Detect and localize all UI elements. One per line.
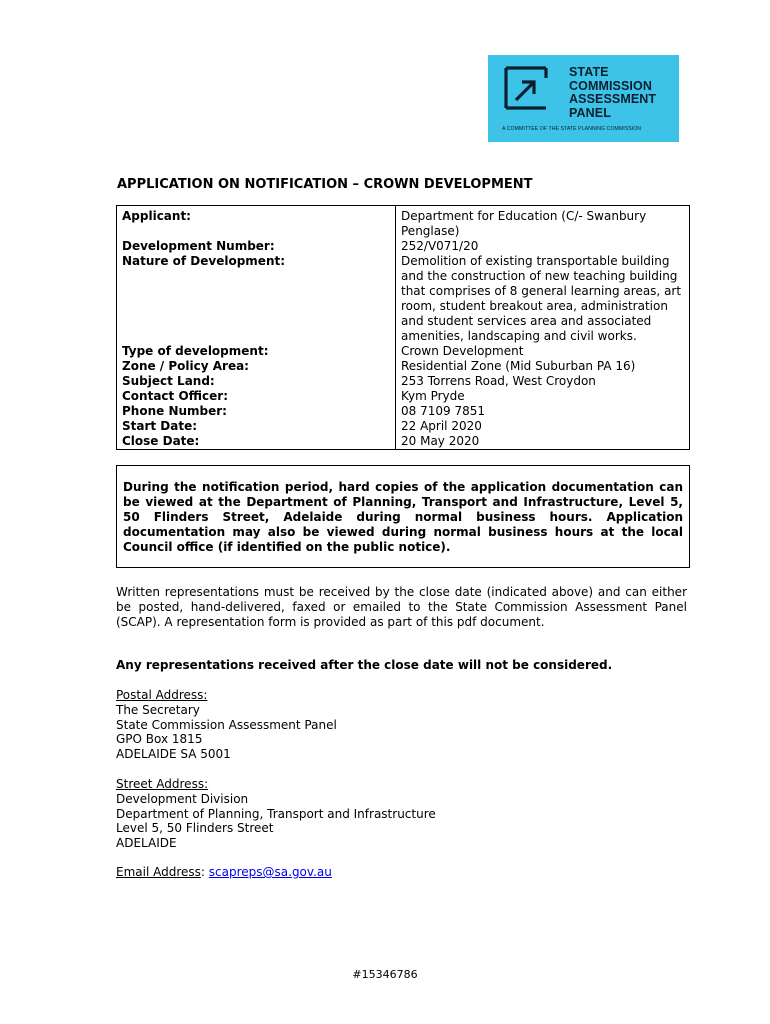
- address-line: Level 5, 50 Flinders Street: [116, 821, 274, 836]
- details-value: Demolition of existing transportable building and the construction of new teaching building that comprises of 8 general learning areas, art room, student breakout area, administration and student services area and associated amenities, landscaping and civil works.: [396, 254, 690, 344]
- page-title: APPLICATION ON NOTIFICATION – CROWN DEVELOPMENT: [117, 177, 533, 192]
- details-label: Type of development:: [117, 344, 396, 359]
- details-value: Residential Zone (Mid Suburban PA 16): [396, 359, 690, 374]
- logo-line: ASSESSMENT: [569, 92, 657, 106]
- details-label: Subject Land:: [117, 374, 396, 389]
- details-row: [117, 374, 690, 389]
- representations-paragraph: Written representations must be received by the close date (indicated above) and can either be posted, hand-delivered, faxed or emailed to the State Commission Assessment Panel (SCAP). A representation form is provided as part of this pdf document.: [116, 585, 687, 629]
- details-label: Nature of Development:: [117, 254, 396, 344]
- postal-address-heading: Postal Address:: [116, 688, 208, 702]
- application-details-table: [116, 205, 690, 450]
- address-line: Development Division: [116, 791, 249, 806]
- logo-wordmark: [569, 66, 656, 120]
- email-address-heading: Email Address: [116, 865, 201, 879]
- street-address-heading: Street Address:: [116, 777, 209, 791]
- details-row: [117, 419, 690, 434]
- logo-line: STATE: [569, 65, 609, 79]
- details-value: 253 Torrens Road, West Croydon: [396, 374, 690, 389]
- details-label: Zone / Policy Area:: [117, 359, 396, 374]
- address-line: GPO Box 1815: [116, 732, 203, 747]
- details-row: [117, 254, 690, 344]
- details-value: 20 May 2020: [396, 434, 690, 450]
- details-label: Contact Officer:: [117, 389, 396, 404]
- details-value: Kym Pryde: [396, 389, 690, 404]
- details-row: [117, 206, 690, 240]
- email-separator: :: [200, 865, 205, 879]
- address-line: ADELAIDE SA 5001: [116, 747, 231, 762]
- details-row: [117, 239, 690, 254]
- details-value: 252/V071/20: [396, 239, 690, 254]
- details-value: Department for Education (C/- Swanbury Penglase): [396, 206, 690, 240]
- details-row: [117, 359, 690, 374]
- address-line: The Secretary: [116, 702, 200, 717]
- address-line: Department of Planning, Transport and Infrastructure: [116, 806, 436, 821]
- postal-address: [116, 688, 337, 762]
- logo-subtitle: A COMMITTEE OF THE STATE PLANNING COMMISSION: [502, 126, 642, 132]
- details-value: 08 7109 7851: [396, 404, 690, 419]
- arrow-box-logo-icon: [504, 66, 548, 110]
- late-representations-warning: Any representations received after the close date will not be considered.: [116, 658, 613, 672]
- details-label: Start Date:: [117, 419, 396, 434]
- details-value: 22 April 2020: [396, 419, 690, 434]
- notification-notice-box: During the notification period, hard copies of the application documentation can be viewed at the Department of Planning, Transport and Infrastructure, Level 5, 50 Flinders Street, Adelaide during normal business hours. Application documentation may also be viewed during normal business hours at the local Council office (if identified on the public notice).: [116, 465, 690, 568]
- details-value: Crown Development: [396, 344, 690, 359]
- email-address: [116, 865, 332, 880]
- address-line: State Commission Assessment Panel: [116, 717, 337, 732]
- details-row: [117, 389, 690, 404]
- details-label: Applicant:: [117, 206, 396, 240]
- details-label: Close Date:: [117, 434, 396, 450]
- logo-line: PANEL: [569, 105, 611, 120]
- document-reference-number: #15346786: [352, 968, 418, 981]
- details-row: [117, 344, 690, 359]
- details-row: [117, 434, 690, 450]
- logo-line: COMMISSION: [569, 78, 652, 93]
- email-link[interactable]: scapreps@sa.gov.au: [208, 865, 332, 879]
- scap-logo: [488, 55, 679, 142]
- details-label: Phone Number:: [117, 404, 396, 419]
- details-row: [117, 404, 690, 419]
- street-address: [116, 777, 436, 851]
- address-line: ADELAIDE: [116, 836, 177, 851]
- details-label: Development Number:: [117, 239, 396, 254]
